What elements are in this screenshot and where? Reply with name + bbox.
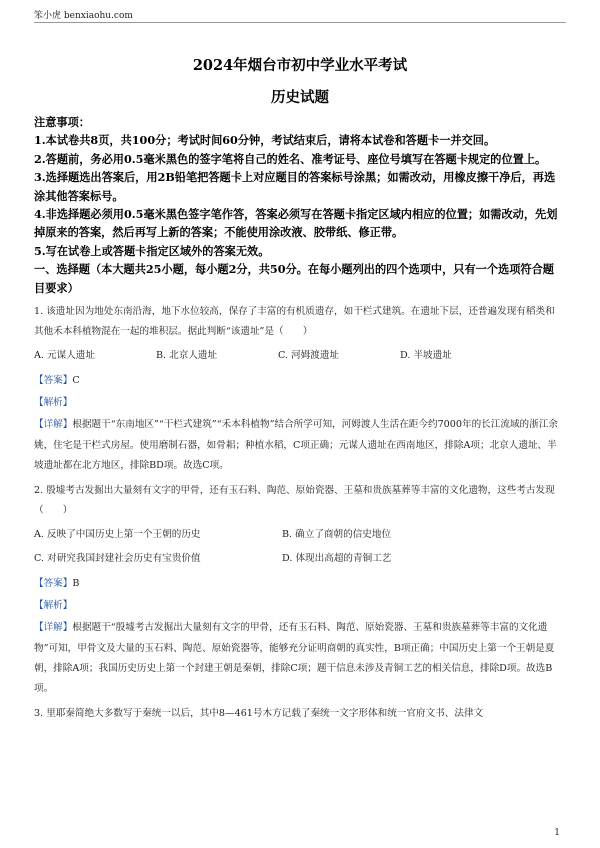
answer-value: B: [72, 578, 80, 590]
analysis-tag: 【解析】: [34, 600, 73, 612]
answer-line: [34, 573, 564, 595]
answer-tag: 【答案】: [34, 375, 73, 387]
notice-item: 3.选择题选出答案后，用2B铅笔把答题卡上对应题目的答案标号涂黑；如需改动，用橡皮擦干净后，再选涂其他答案标号。: [34, 170, 556, 203]
site-watermark: 笨小虎 benxiaohu.com: [34, 11, 133, 21]
section-heading: 一、选择题（本大题共25小题，每小题2分，共50分。在每小题列出的四个选项中，只有一个选项符合题目要求）: [34, 262, 554, 295]
option-c: C. 河姆渡遗址: [278, 350, 340, 362]
option-a: A. 元谋人遗址: [34, 350, 95, 362]
option-c: C. 对研究我国封建社会历史有宝贵价值: [34, 553, 201, 565]
notice-item: 4.非选择题必须用0.5毫米黑色签字笔作答，答案必须写在答题卡指定区域内相应的位置；如需改动，先划掉原来的答案，然后再写上新的答案；不能使用涂改液、胶带纸、修正带。: [34, 207, 558, 240]
page-number: 1: [554, 828, 560, 838]
exam-title: 2024年烟台市初中学业水平考试: [192, 57, 408, 74]
question-stem: 2. 殷墟考古发掘出大量刻有文字的甲骨，还有玉石料、陶范、原始瓷器、王墓和贵族墓葬等丰富的文化遗物，这些考古发现（ ）: [34, 485, 555, 517]
detail-tag: 【详解】: [34, 622, 73, 634]
question-3: [34, 704, 564, 724]
analysis-tag: 【解析】: [34, 397, 73, 409]
option-b: B. 确立了商朝的信史地位: [282, 529, 392, 541]
answer-value: C: [72, 375, 80, 387]
notice-heading: 注意事项：: [34, 115, 90, 129]
answer-tag: 【答案】: [34, 578, 73, 590]
answer-line: [34, 370, 564, 392]
detail-text: 根据题干“东南地区”“干栏式建筑”“禾本科植物”结合所学可知，河姆渡人生活在距今约7000年的长江流域的浙江余姚，住宅是干栏式房屋。使用磨制石器，如骨耜；种植水稻，C项正确；元谋人遗址在西南地区，排除A项；北京人遗址、半坡遗址都在北方地区，排除BD项。故选C项。: [34, 419, 558, 472]
detail-text: 根据题干“殷墟考古发掘出大量刻有文字的甲骨，还有玉石料、陶范、原始瓷器、王墓和贵族墓葬等丰富的文化遗物”可知，甲骨文及大量的玉石料、陶范、原始瓷器等，能够充分证明商朝的真实性，B项正确；中国历史上第一个王朝是夏朝，排除A项；我国历史历史上第一个封建王朝是秦朝，排除C项；题干信息未涉及青铜工艺的相关信息，排除D项。故选B项。: [34, 622, 555, 695]
detail-paragraph: [34, 617, 564, 699]
question-2: [34, 481, 564, 699]
option-list: [34, 549, 564, 569]
detail-tag: 【详解】: [34, 419, 73, 431]
notice-item: 5.写在试卷上或答题卡指定区域外的答案无效。: [34, 243, 270, 258]
option-list: [34, 525, 564, 545]
option-a: A. 反映了中国历史上第一个王朝的历史: [34, 529, 201, 541]
question-stem: 1. 该遗址因为地处东南沿海，地下水位较高，保存了丰富的有机质遗存，如干栏式建筑。在遗址下层，还普遍发现有稻类和其他禾本科植物混在一起的堆积层。据此判断“该遗址”是（ ）: [34, 306, 555, 338]
detail-paragraph: [34, 414, 564, 476]
notice-item: 1.本试卷共8页，共100分；考试时间60分钟，考试结束后，请将本试卷和答题卡一并交回。: [34, 133, 496, 148]
option-d: D. 体现出高超的青铜工艺: [282, 553, 392, 565]
exam-subtitle: 历史试题: [271, 89, 329, 106]
header-divider: [34, 22, 566, 23]
option-b: B. 北京人遗址: [156, 350, 218, 362]
exam-body: [34, 113, 564, 724]
option-list: [34, 346, 564, 366]
question-stem: 3. 里耶秦简绝大多数写于秦统一以后，其中8—461号木方记载了秦统一文字形体和统一官府文书、法律文: [34, 708, 484, 720]
question-1: [34, 302, 564, 476]
option-d: D. 半坡遗址: [400, 350, 452, 362]
notice-item: 2.答题前，务必用0.5毫米黑色的签字笔将自己的姓名、准考证号、座位号填写在答题卡规定的位置上。: [34, 151, 547, 166]
